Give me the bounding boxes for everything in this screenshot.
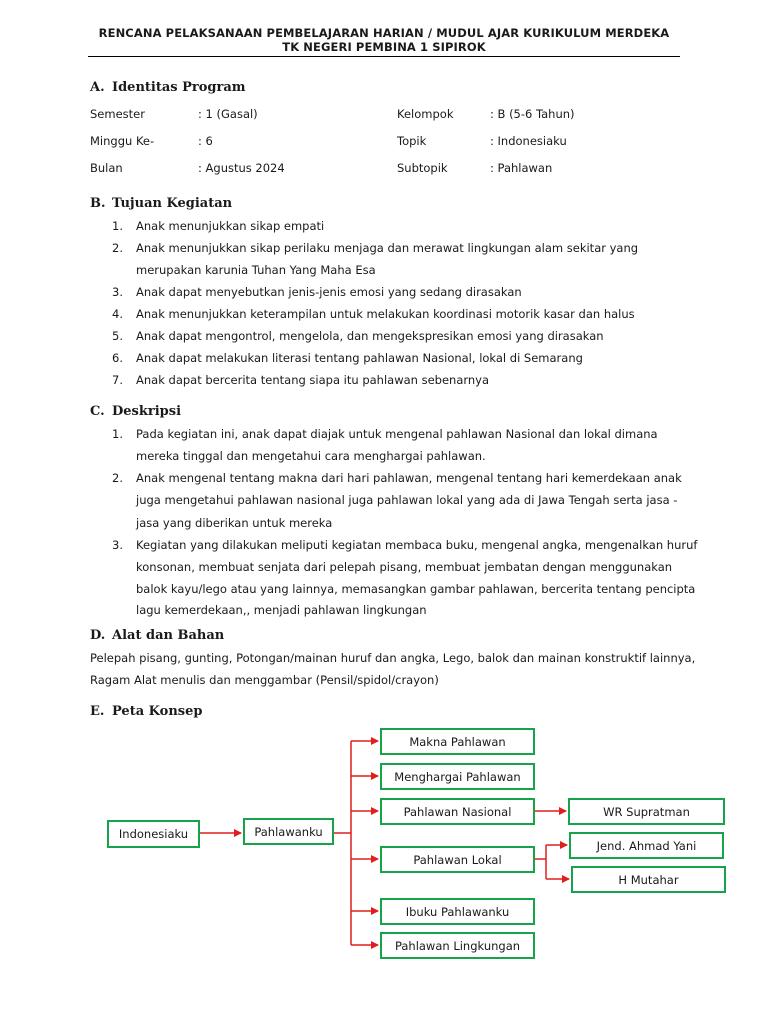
bulan-label: Bulan bbox=[90, 161, 123, 175]
document-title: RENCANA PELAKSANAAN PEMBELAJARAN HARIAN / MUDUL AJAR KURIKULUM MERDEKA bbox=[98, 26, 670, 40]
bulan-value: : Agustus 2024 bbox=[198, 161, 285, 175]
minggu-value: : 6 bbox=[198, 134, 213, 148]
list-item: Anak menunjukkan sikap empati bbox=[136, 219, 325, 233]
list-item-continuation: jasa yang diberikan untuk mereka bbox=[136, 516, 333, 530]
subtopik-label: Subtopik bbox=[397, 161, 448, 175]
node-menghargai-pahlawan: Menghargai Pahlawan bbox=[380, 763, 535, 790]
list-number: 1. bbox=[112, 427, 123, 441]
list-number: 3. bbox=[112, 285, 123, 299]
list-item: Anak dapat menyebutkan jenis-jenis emosi yang sedang dirasakan bbox=[136, 285, 522, 299]
kelompok-value: : B (5-6 Tahun) bbox=[490, 107, 575, 121]
topik-value: : Indonesiaku bbox=[490, 134, 567, 148]
alat-text: Ragam Alat menulis dan menggambar (Pensil/spidol/crayon) bbox=[90, 673, 439, 687]
section-peta-heading: E. Peta Konsep bbox=[90, 704, 203, 719]
section-deskripsi-heading: C. Deskripsi bbox=[90, 404, 182, 419]
list-item-continuation: mereka tinggal dan mengetahui cara menghargai pahlawan. bbox=[136, 449, 486, 463]
node-ibuku-pahlawanku: Ibuku Pahlawanku bbox=[380, 898, 535, 925]
node-indonesiaku: Indonesiaku bbox=[107, 820, 200, 848]
subtopik-value: : Pahlawan bbox=[490, 161, 553, 175]
topik-label: Topik bbox=[397, 134, 427, 148]
semester-label: Semester bbox=[90, 107, 145, 121]
list-number: 1. bbox=[112, 219, 123, 233]
node-h-mutahar: H Mutahar bbox=[571, 866, 726, 893]
node-pahlawan-lingkungan: Pahlawan Lingkungan bbox=[380, 932, 535, 959]
node-makna-pahlawan: Makna Pahlawan bbox=[380, 728, 535, 755]
list-number: 5. bbox=[112, 329, 123, 343]
list-item: Anak dapat melakukan literasi tentang pahlawan Nasional, lokal di Semarang bbox=[136, 351, 583, 365]
alat-text: Pelepah pisang, gunting, Potongan/mainan huruf dan angka, Lego, balok dan mainan konstruktif lainnya, bbox=[90, 651, 696, 665]
list-number: 2. bbox=[112, 241, 123, 255]
list-item-continuation: merupakan karunia Tuhan Yang Maha Esa bbox=[136, 263, 376, 277]
list-item-continuation: konsonan, membuat senjata dari pelepah pisang, membuat jembatan dengan menggunakan bbox=[136, 560, 673, 574]
list-number: 4. bbox=[112, 307, 123, 321]
list-item: Anak dapat mengontrol, mengelola, dan mengekspresikan emosi yang dirasakan bbox=[136, 329, 604, 343]
list-item: Anak dapat bercerita tentang siapa itu pahlawan sebenarnya bbox=[136, 373, 490, 387]
semester-value: : 1 (Gasal) bbox=[198, 107, 258, 121]
list-item-continuation: juga mengetahui pahlawan nasional juga pahlawan lokal yang ada di Jawa Tengah serta jasa - bbox=[136, 493, 678, 507]
minggu-label: Minggu Ke- bbox=[90, 134, 155, 148]
node-wr-supratman: WR Supratman bbox=[568, 798, 725, 825]
list-item: Anak menunjukkan keterampilan untuk melakukan koordinasi motorik kasar dan halus bbox=[136, 307, 635, 321]
list-item-continuation: lagu kemerdekaan,, menjadi pahlawan lingkungan bbox=[136, 603, 427, 617]
list-number: 3. bbox=[112, 538, 123, 552]
node-pahlawanku: Pahlawanku bbox=[243, 818, 334, 845]
list-item: Anak menunjukkan sikap perilaku menjaga dan merawat lingkungan alam sekitar yang bbox=[136, 241, 639, 255]
list-item: Anak mengenal tentang makna dari hari pahlawan, mengenal tentang hari kemerdekaan anak bbox=[136, 471, 682, 485]
kelompok-label: Kelompok bbox=[397, 107, 454, 121]
list-item-continuation: balok kayu/lego atau yang lainnya, memasangkan gambar pahlawan, bercerita tentang pencipta bbox=[136, 582, 696, 596]
node-pahlawan-lokal: Pahlawan Lokal bbox=[380, 846, 535, 873]
list-item: Kegiatan yang dilakukan meliputi kegiatan membaca buku, mengenal angka, mengenalkan huruf bbox=[136, 538, 698, 552]
school-name: TK NEGERI PEMBINA 1 SIPIROK bbox=[282, 40, 486, 54]
list-number: 2. bbox=[112, 471, 123, 485]
list-item: Pada kegiatan ini, anak dapat diajak untuk mengenal pahlawan Nasional dan lokal dimana bbox=[136, 427, 658, 441]
list-number: 6. bbox=[112, 351, 123, 365]
section-tujuan-heading: B. Tujuan Kegiatan bbox=[90, 196, 233, 211]
node-pahlawan-nasional: Pahlawan Nasional bbox=[380, 798, 535, 825]
node-ahmad-yani: Jend. Ahmad Yani bbox=[569, 832, 724, 859]
list-number: 7. bbox=[112, 373, 123, 387]
section-identitas-heading: A. Identitas Program bbox=[90, 80, 246, 95]
section-alat-heading: D. Alat dan Bahan bbox=[90, 628, 225, 643]
